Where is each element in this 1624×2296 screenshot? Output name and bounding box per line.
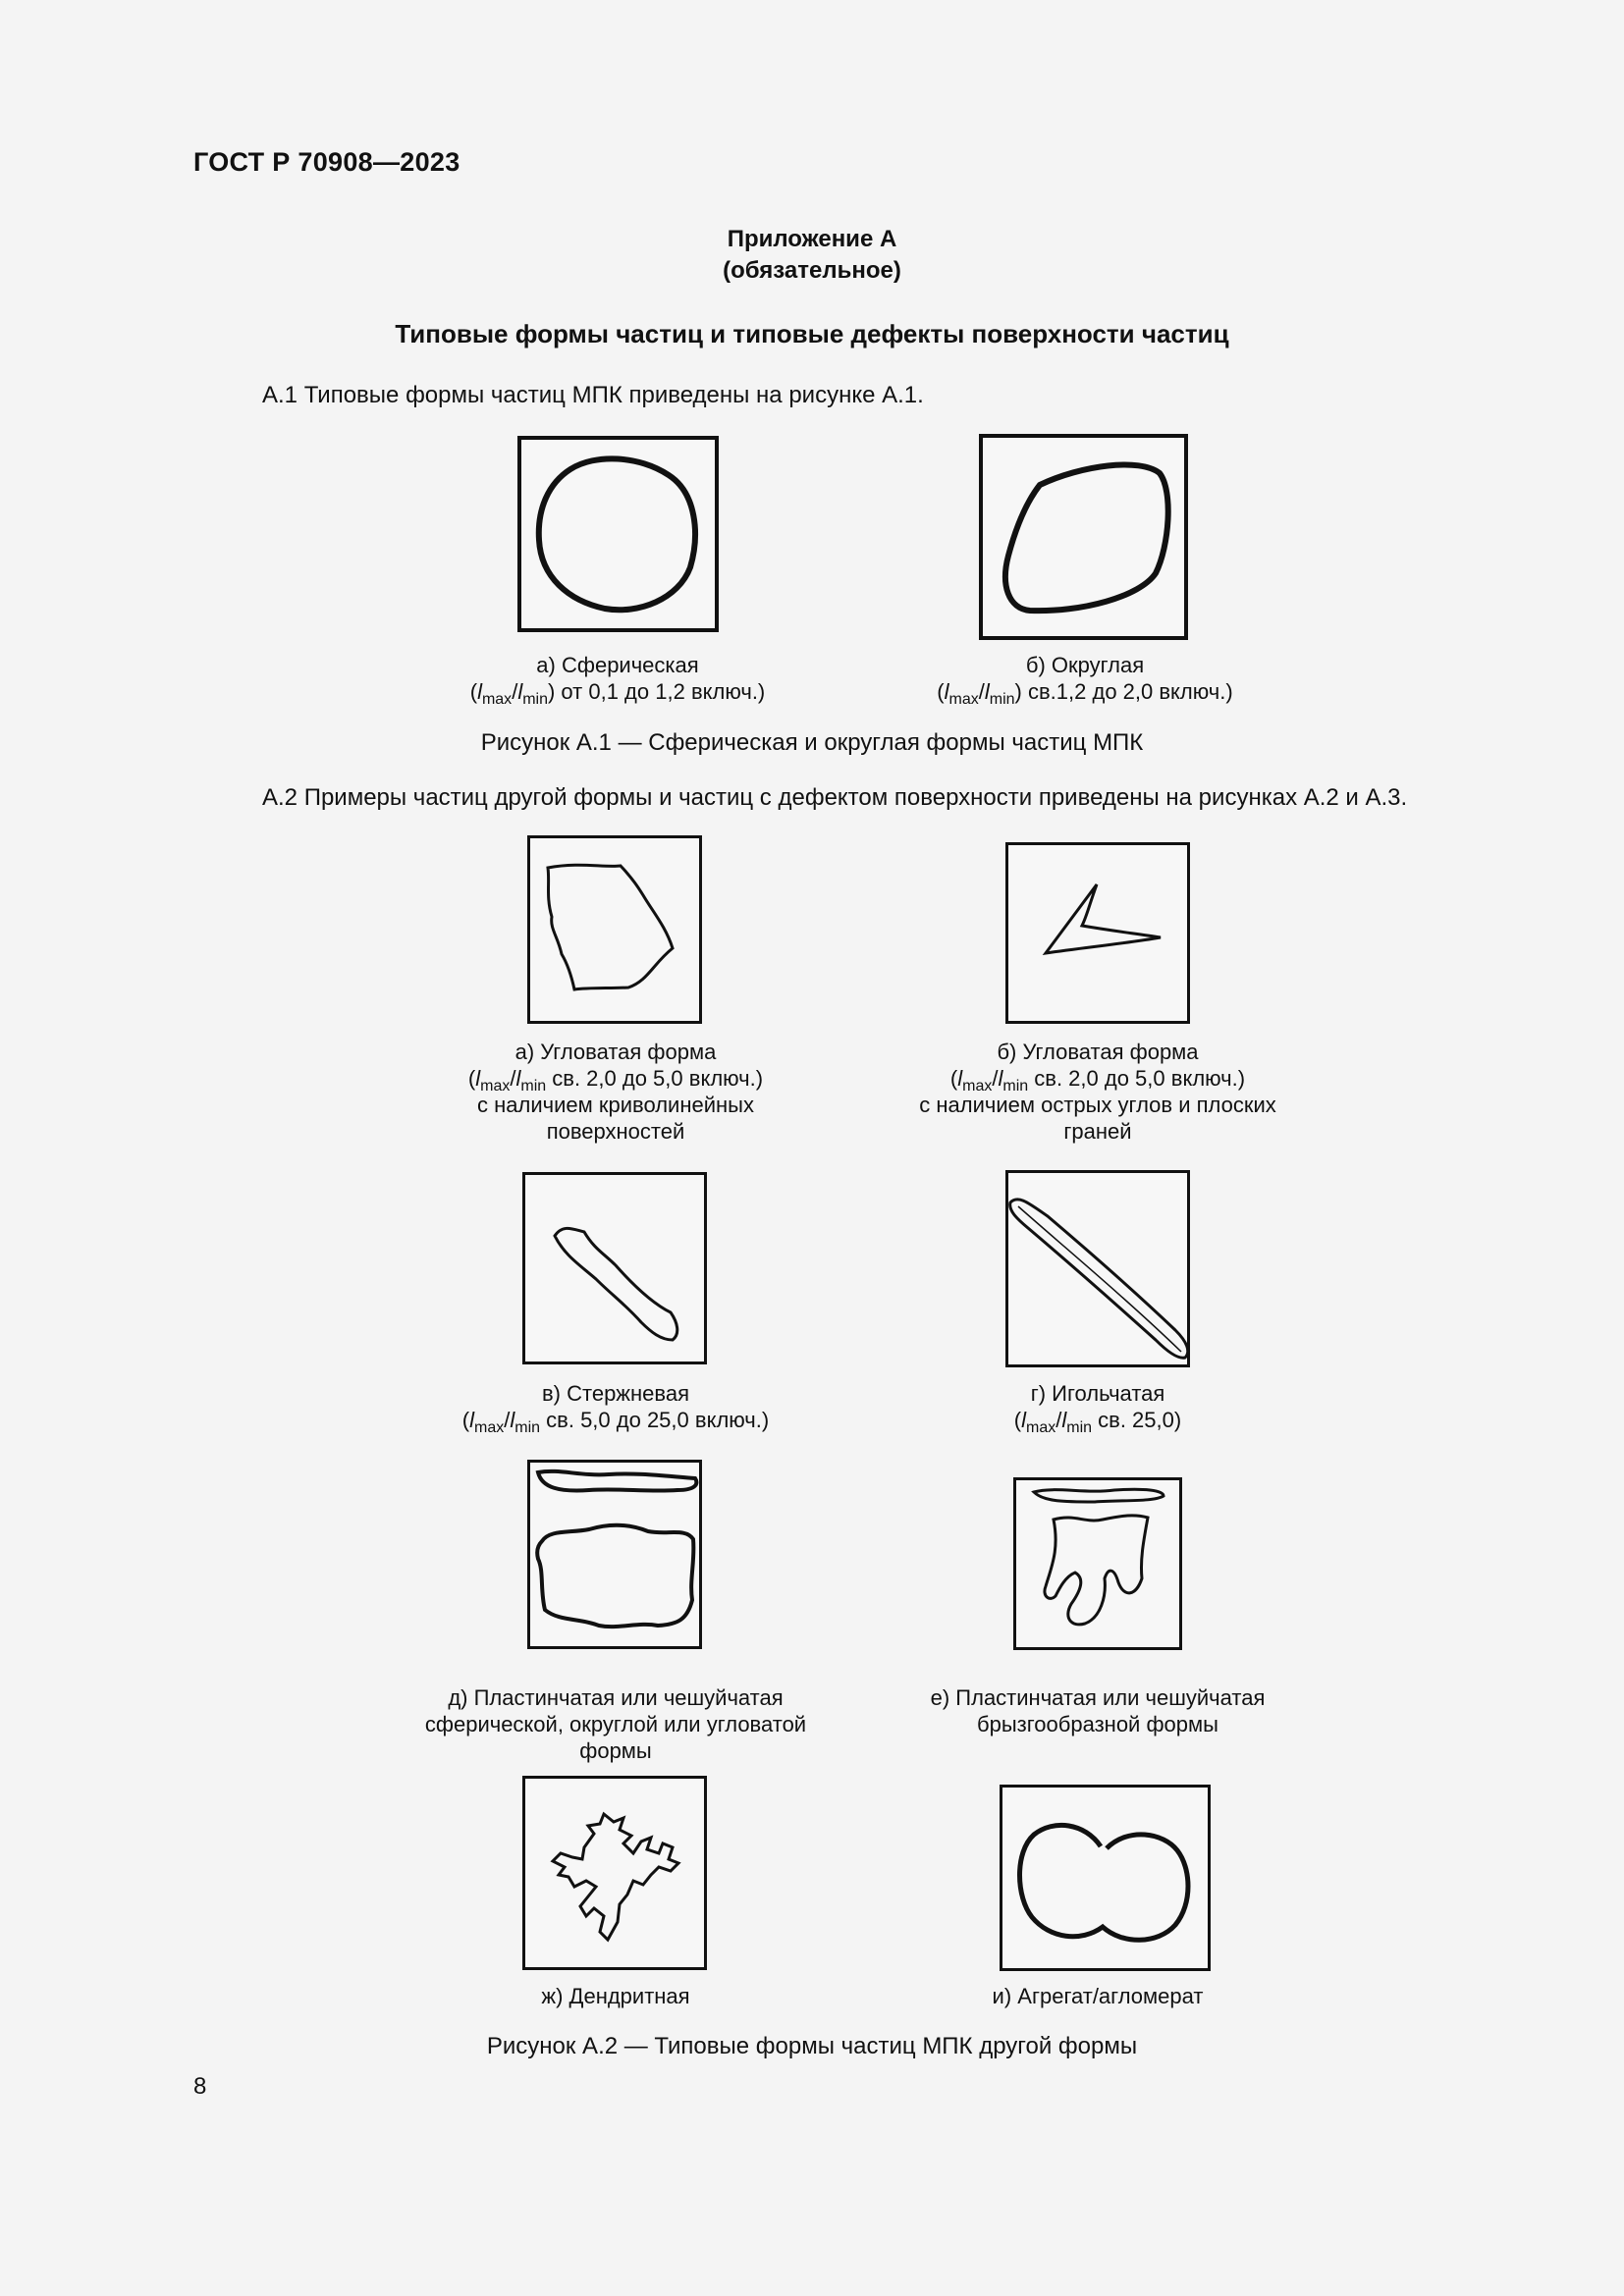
appendix-status: (обязательное) [723,257,901,284]
figure-a1a-ratio: $(l_{max}/l_{min})$ от 0,1 до 1,2 включ.) [469,679,766,708]
rounded-particle-icon [983,438,1192,644]
figure-a1b-label: б) Округлая [1025,653,1145,677]
figure-a2b-frame [1005,842,1190,1024]
dendritic-particle-icon [525,1779,710,1973]
figure-a2e-left-line1: д) Пластинчатая или чешуйчатая [448,1685,784,1710]
figure-a1-caption: Рисунок А.1 — Сферическая и округлая формы частиц МПК [480,729,1144,756]
figure-a1a-frame [517,436,719,632]
figure-a1b-frame [979,434,1188,640]
agglomerate-particle-icon [1002,1788,1214,1974]
splash-flake-particle-icon [1016,1480,1185,1653]
figure-a2a-label: а) Угловатая форма [514,1040,717,1064]
document-standard-number: ГОСТ Р 70908—2023 [193,147,460,177]
figure-a2-caption: Рисунок А.2 — Типовые формы частиц МПК другой формы [486,2033,1138,2059]
figure-a2zh-frame [522,1776,707,1970]
figure-a2d-frame [1005,1170,1190,1367]
figure-a2e-frame [1013,1477,1182,1650]
figure-a2d-ratio: ($l_{max}/l_{min}$ св. 25,0) [1013,1408,1182,1436]
figure-a2zh-caption: ж) Дендритная [541,1984,690,2008]
figure-a2b-caption [823,1039,1373,1145]
figure-a2e-caption-right [823,1684,1373,1737]
figure-a2c-label: в) Стержневая [541,1381,689,1406]
figure-a1a-label: а) Сферическая [536,653,699,677]
figure-a2b-line3: с наличием острых углов и плоских [919,1093,1276,1117]
figure-a2e-caption-left [341,1684,891,1764]
rod-particle-icon [525,1175,710,1367]
figure-a2i-frame [1000,1785,1211,1971]
figure-a2c-frame [522,1172,707,1364]
angular-sharp-particle-icon [1008,845,1193,1027]
figure-a2i-caption: и) Агрегат/агломерат [992,1984,1204,2008]
figure-a2e-right-line2: брызгообразной формы [977,1712,1218,1736]
figure-a2e-right-line1: е) Пластинчатая или чешуйчатая [930,1685,1266,1710]
figure-a2a-ratio: ($l_{max}/l_{min}$ св. 2,0 до 5,0 включ.) [467,1066,764,1095]
flake-particle-icon [530,1463,705,1652]
figure-a2d2-frame [527,1460,702,1649]
figure-a2c-ratio: ($l_{max}/l_{min}$ св. 5,0 до 25,0 включ.) [461,1408,770,1436]
figure-a2b-line4: граней [1063,1119,1132,1144]
spherical-particle-icon [521,440,723,636]
figure-a2c-caption [341,1380,891,1436]
figure-a2e-left-line3: формы [579,1738,652,1763]
paragraph-a1: А.1 Типовые формы частиц МПК приведены на рисунке А.1. [262,382,924,408]
figure-a1b-ratio: $(l_{max}/l_{min})$ св.1,2 до 2,0 включ.) [937,679,1233,708]
figure-a2d-label: г) Игольчатая [1030,1381,1165,1406]
needle-particle-icon [1008,1173,1193,1370]
paragraph-a2: А.2 Примеры частиц другой формы и частиц с дефектом поверхности приведены на рисунках А.2 и А.3. [262,784,1408,811]
figure-a2d-caption [823,1380,1373,1436]
figure-a2a-line4: поверхностей [546,1119,685,1144]
figure-a2b-label: б) Угловатая форма [997,1040,1199,1064]
figure-a2a-frame [527,835,702,1024]
figure-a2a-line3: с наличием криволинейных [477,1093,754,1117]
appendix-title: Приложение А [727,226,897,252]
figure-a1b-caption [810,652,1360,708]
figure-a2b-ratio: ($l_{max}/l_{min}$ св. 2,0 до 5,0 включ.) [949,1066,1246,1095]
figure-a2a-caption [341,1039,891,1145]
angular-curved-particle-icon [530,838,705,1027]
figure-a2e-left-line2: сферической, округлой или угловатой [424,1712,807,1736]
section-title: Типовые формы частиц и типовые дефекты поверхности частиц [395,319,1229,348]
page-number: 8 [193,2073,207,2100]
